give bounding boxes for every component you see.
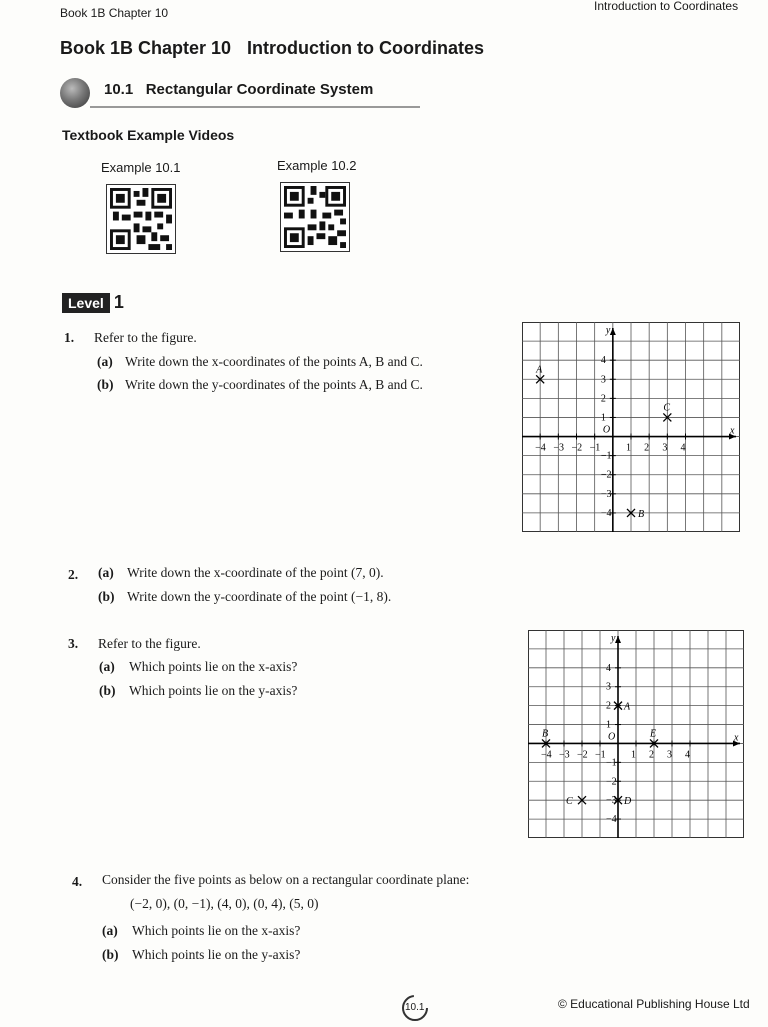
example-label-2: Example 10.2 [277, 158, 357, 173]
videos-heading: Textbook Example Videos [62, 127, 235, 143]
chapter-topic: Introduction to Coordinates [247, 38, 485, 58]
point-label: A [624, 701, 631, 713]
x-tick-label: −2 [571, 442, 583, 454]
part-text: Which points lie on the y-axis? [129, 683, 298, 698]
page-number-badge [398, 992, 432, 1022]
question-number: 4. [72, 874, 83, 889]
x-tick-label: −3 [553, 442, 564, 454]
question-number: 3. [68, 636, 79, 651]
section-heading [60, 76, 400, 110]
point-label: A [536, 364, 543, 376]
part-text: Write down the y-coordinates of the points A, B and C. [125, 377, 423, 392]
x-tick-label: 3 [662, 442, 668, 454]
coordinate-figure-1 [522, 322, 740, 537]
y-tick-label: 2 [600, 393, 606, 405]
x-tick-label: −4 [535, 442, 546, 454]
part-text: Write down the y-coordinate of the point (−1, 8). [127, 589, 392, 604]
y-tick-label: 1 [600, 412, 606, 424]
point-label: C [663, 402, 671, 414]
coordinate-figure-2 [528, 630, 744, 843]
x-tick-label: −4 [541, 749, 552, 761]
part-label: (b) [102, 947, 119, 962]
y-tick-label: −3 [600, 488, 612, 500]
question-2 [68, 565, 488, 615]
part-label: (a) [99, 659, 115, 674]
level-badge [62, 292, 124, 314]
section-name: Rectangular Coordinate System [145, 81, 374, 98]
y-tick-label: 1 [606, 719, 611, 731]
level-number: 1 [113, 292, 124, 312]
y-tick-label: −1 [600, 450, 612, 462]
part-text: Write down the x-coordinates of the points A, B and C. [125, 354, 423, 369]
part-label: (a) [102, 923, 118, 938]
part-label: (b) [98, 589, 115, 604]
y-tick-label: 4 [600, 355, 606, 367]
question-4 [72, 872, 572, 967]
part-text: Which points lie on the y-axis? [132, 947, 301, 962]
point-label: E [650, 728, 657, 740]
x-tick-label: −2 [577, 749, 588, 761]
y-tick-label: −4 [606, 814, 617, 826]
y-tick-label: −4 [600, 507, 612, 519]
x-tick-label: −1 [595, 749, 606, 761]
y-axis-label: y [605, 325, 611, 336]
part-label: (b) [97, 377, 114, 392]
part-text: Which points lie on the x-axis? [129, 659, 298, 674]
x-tick-label: 2 [649, 749, 654, 761]
y-tick-label: 3 [606, 681, 611, 693]
part-label: (a) [98, 565, 114, 580]
question-stem: Refer to the figure. [98, 636, 201, 651]
x-tick-label: 4 [680, 442, 686, 454]
page-title [60, 38, 484, 59]
x-tick-label: 4 [685, 749, 690, 761]
x-tick-label: −3 [559, 749, 570, 761]
publisher-credit: © Educational Publishing House Ltd [558, 997, 750, 1011]
question-number: 1. [64, 330, 75, 345]
point-label: B [542, 728, 549, 740]
section-number: 10.1 [104, 81, 134, 98]
question-3 [68, 636, 488, 706]
running-header-left: Book 1B Chapter 10 [60, 6, 169, 20]
x-axis-label: x [730, 425, 735, 437]
example-label-1: Example 10.1 [101, 160, 181, 175]
coordinate-grid-1 [522, 322, 740, 532]
x-axis-label: x [734, 732, 739, 744]
page-number: 10.1 [405, 1002, 425, 1013]
x-tick-label: −1 [589, 442, 601, 454]
points-list: (−2, 0), (0, −1), (4, 0), (0, 4), (5, 0) [130, 896, 319, 911]
question-stem: Refer to the figure. [94, 330, 197, 345]
y-tick-label: −2 [600, 469, 612, 481]
y-tick-label: −1 [606, 757, 617, 769]
section-underline [90, 106, 420, 108]
x-tick-label: 1 [626, 442, 631, 454]
origin-label: O [608, 731, 616, 743]
qr-code-icon[interactable] [280, 182, 350, 252]
running-header-right: Introduction to Coordinates [594, 0, 739, 13]
part-text: Which points lie on the x-axis? [132, 923, 301, 938]
level-label: Level [62, 293, 110, 313]
y-tick-label: −3 [606, 795, 617, 807]
point-label: D [624, 796, 632, 808]
chapter-label: Book 1B Chapter 10 [60, 38, 232, 58]
part-label: (a) [97, 354, 113, 369]
y-axis-label: y [611, 633, 616, 644]
point-label: B [638, 508, 645, 520]
part-label: (b) [99, 683, 116, 698]
y-tick-label: −2 [606, 776, 617, 788]
origin-label: O [602, 424, 611, 436]
point-label: C [566, 796, 573, 808]
y-tick-label: 4 [606, 662, 611, 674]
section-ball-icon [60, 78, 90, 108]
question-stem: Consider the five points as below on a rectangular coordinate plane: [102, 872, 470, 887]
question-1 [64, 330, 484, 400]
x-tick-label: 2 [644, 442, 650, 454]
coordinate-grid-2 [528, 630, 744, 838]
y-tick-label: 3 [600, 374, 606, 386]
x-tick-label: 3 [667, 749, 672, 761]
y-tick-label: 2 [606, 700, 611, 712]
x-tick-label: 1 [631, 749, 636, 761]
part-text: Write down the x-coordinate of the point (7, 0). [127, 565, 384, 580]
qr-code-icon[interactable] [106, 184, 176, 254]
question-number: 2. [68, 567, 79, 582]
